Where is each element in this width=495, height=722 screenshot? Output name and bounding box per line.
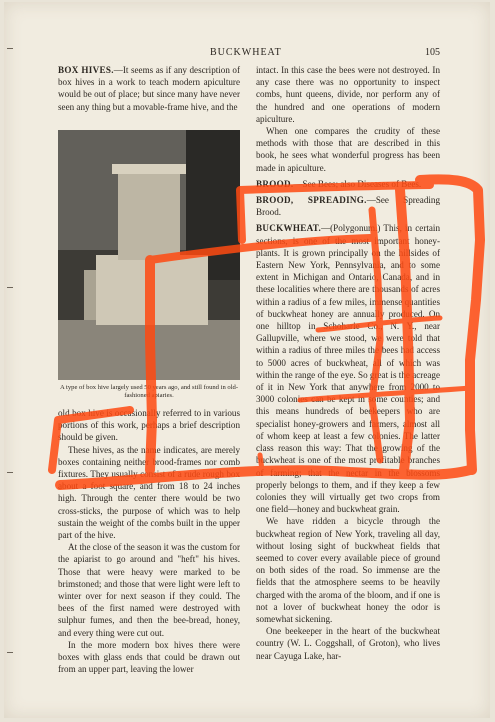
running-head: BUCKWHEAT	[210, 47, 282, 58]
left-column-bottom	[58, 407, 240, 675]
figure-caption: A type of box hive largely used 50 years ago, and still found in old-fashioned apiaries.	[59, 384, 239, 400]
paragraph: One beekeeper in the heart of the buckwheat country (W. L. Coggshall, of Groton), who lives near Cayuga Lake, har-	[256, 626, 440, 661]
box-hive-photo	[58, 130, 240, 380]
entry-heading-brood-spreading: BROOD, SPREADING.	[256, 195, 367, 206]
paragraph: In the more modern box hives there were boxes with glass ends that could be drawn out from an upper part, leaving the lower	[58, 639, 240, 675]
photo-ground	[58, 320, 240, 380]
paragraph: intact. In this case the bees were not destroyed. In any case there was no opportunity to inspect combs, hunt queens, divide, nor perform any of the hundred and one operations of modern apiculture.	[256, 65, 440, 124]
box-hives-text: —It seems as if any description of box hives in a work to teach modern apiculture would be out of place; but since many have never seen any thing but a movable-frame hive, and the	[58, 65, 240, 112]
binding-mark	[7, 48, 13, 49]
paragraph: We have ridden a bicycle through the buckwheat region of New York, traveling all day, without losing sight of buckwheat fields that seemed to cover every available piece of ground on both sides of the road. So immense are the fields that the atmosphere seems to be heavily charged with the aroma of the bloom, and if one is not a lover of buckwheat honey the odor is somewhat sickening.	[256, 516, 440, 624]
entry-heading-brood: BROOD.	[256, 178, 294, 189]
page-number: 105	[425, 47, 440, 58]
brood-spreading-text: —See Spreading Brood.	[256, 195, 441, 218]
entry-heading-box-hives: BOX HIVES.	[58, 65, 114, 75]
photo-hive-body	[118, 170, 180, 260]
photo-hive-base	[96, 255, 208, 325]
entry-heading-buckwheat: BUCKWHEAT.	[256, 223, 322, 234]
paragraph: At the close of the season it was the custom for the apiarist to go around and "heft" his hives. Those that were heavy were marked to be brimstoned; and those that were light were left to winter over for next season if they could. The bees of the first named were destroyed with sulphur fumes, and then the bee-bread, honey, and every thing were cut out.	[58, 542, 240, 638]
right-column	[256, 64, 440, 662]
paragraph: When one compares the crudity of these methods with those that are described in this book, he sees what wonderful progress has been made in apiculture.	[256, 126, 440, 173]
paragraph: These hives, as the name indicates, are merely boxes containing neither brood-frames nor comb fixtures. They usually consist of a rude rough box about a foot square, and from 18 to 24 inches high. Through the center there would be two cross-sticks, the purpose of which was to help sustain the weight of the combs built in the upper part of the hive.	[58, 444, 240, 541]
buckwheat-text: —(Polygonum.) This, in certain sections, is one of the most important honey-plants. It is grown principally on the hillsides of Eastern New York, Pennsylvania, and to some extent in Michigan and Ontario, Canada, and in these localities where there are thousands of acres within a radius of a few miles, immense quantities of buckwheat honey are annually produced. On one hilltop in Schoharie Co., N. Y., near Gallupville, where we stood, we were told that within a radius of three miles the bees had access to 5000 acres of buckwheat, all of which was within the range of the eye. So great is the acreage of it in New York that anywhere from 2000 to 3000 colonies can be kept in some counties; and this means hundreds of beekeepers who are specialist honey-growers and farmers, almost all of whom keep at least a few colonies. The latter class reason this way: That the growing of the buckwheat is one of the most profitable branches of farming; that the nectar in the blossoms properly belongs to them, and if they keep a few colonies they will virtually get two crops from one field—honey and buckwheat grain.	[256, 223, 440, 515]
photo-hive-cap	[112, 164, 186, 174]
left-column-top	[58, 64, 240, 113]
binding-mark	[7, 472, 13, 473]
paragraph: old box hive is occasionally referred to in various portions of this work, perhaps a brief description should be given.	[58, 408, 240, 443]
binding-mark	[7, 287, 13, 288]
binding-mark	[7, 652, 13, 653]
brood-text: —See Bees; also Diseases of Bees.	[293, 178, 422, 189]
